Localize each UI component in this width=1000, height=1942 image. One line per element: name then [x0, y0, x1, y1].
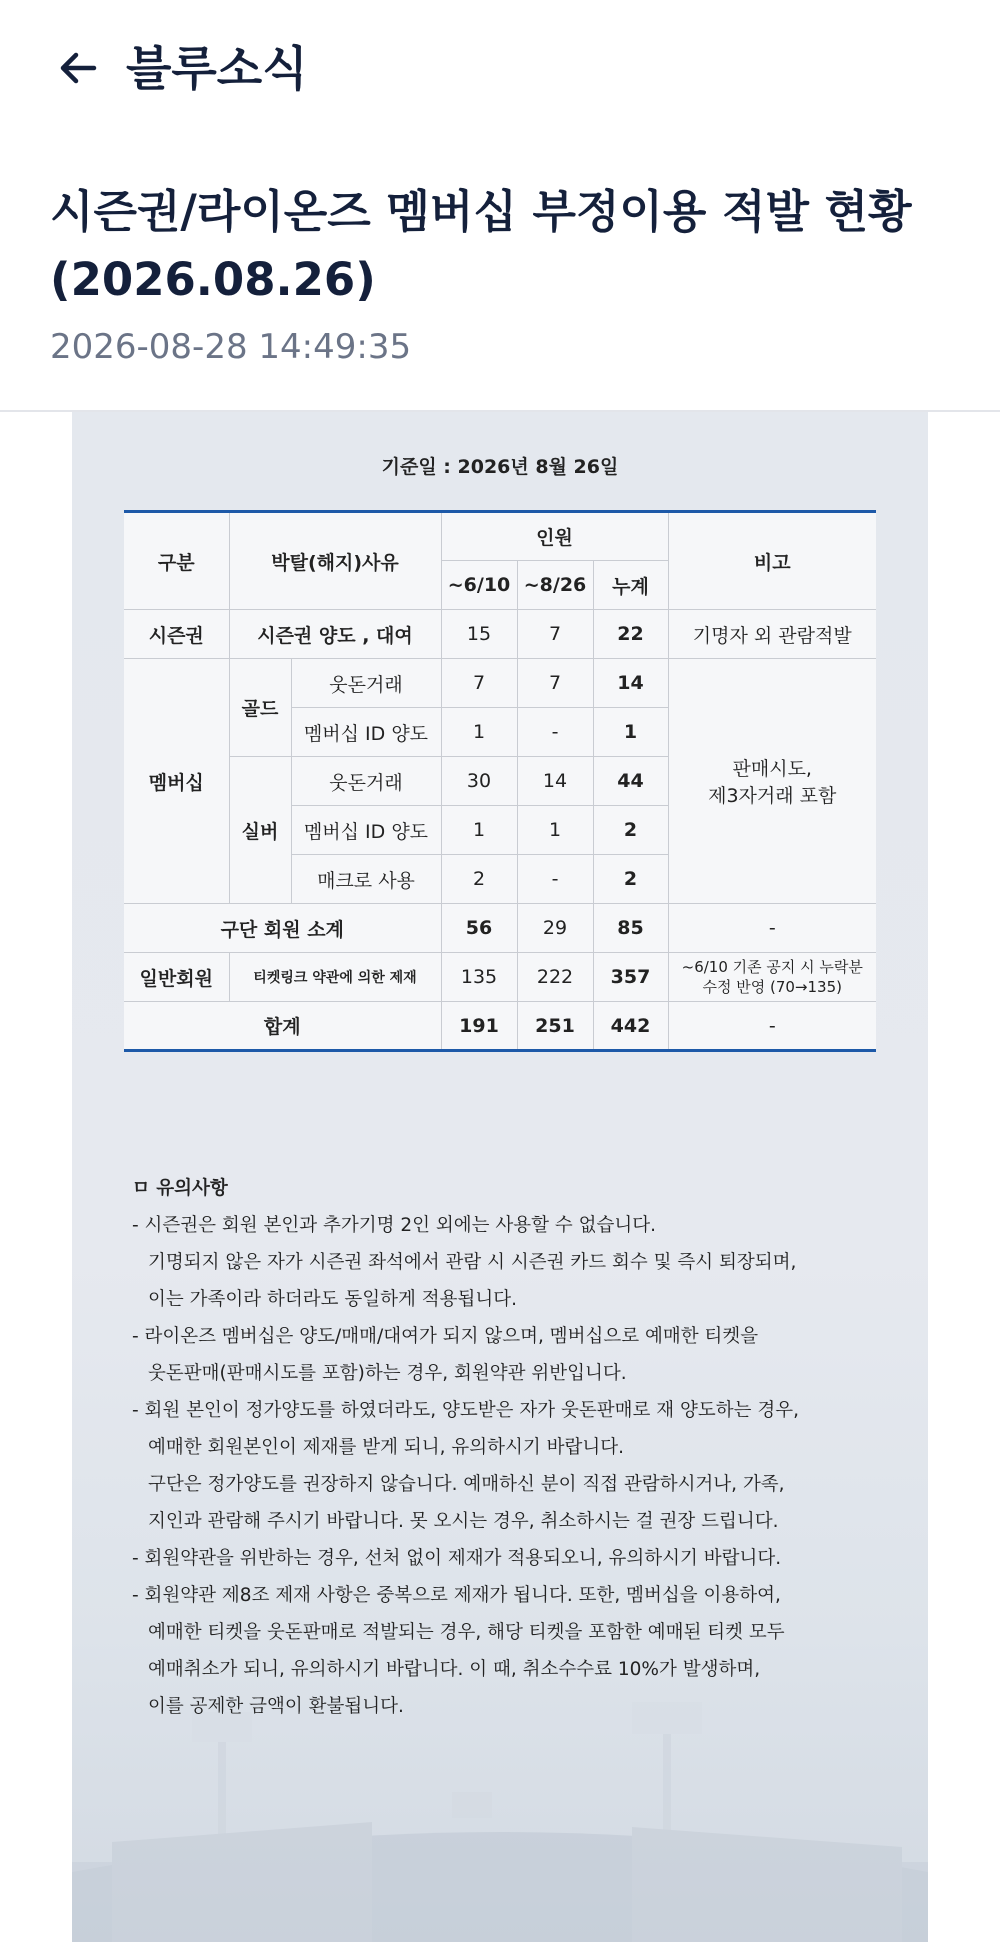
silver-total-2: 2 [593, 806, 668, 855]
grand-total-v1: 191 [441, 1002, 517, 1051]
header-total: 누계 [593, 561, 668, 610]
table-row [124, 953, 876, 1002]
silver-v1-3: 2 [441, 855, 517, 904]
gold-label: 골드 [229, 659, 291, 757]
subtotal-v2: 29 [517, 904, 593, 953]
sanction-stats-table [124, 510, 876, 1052]
table-row [124, 659, 876, 708]
caution-line: - 회원약관 제8조 제재 사항은 중복으로 제재가 됩니다. 또한, 멤버십을 이용하여, [132, 1585, 781, 1606]
subtotal-remark: - [668, 904, 876, 953]
season-v2: 7 [517, 610, 593, 659]
gold-total-2: 1 [593, 708, 668, 757]
subtotal-total: 85 [593, 904, 668, 953]
header-people: 인원 [441, 512, 668, 561]
caution-line: - 회원 본인이 정가양도를 하였더라도, 양도받은 자가 웃돈판매로 재 양도하는 경우, [132, 1400, 799, 1421]
cautions-heading: ㅁ 유의사항 [132, 1178, 228, 1199]
subtotal-v1: 56 [441, 904, 517, 953]
header-col1: ~6/10 [441, 561, 517, 610]
base-date: 기준일 : 2026년 8월 26일 [381, 456, 619, 478]
gold-v1-1: 7 [441, 659, 517, 708]
header-col2: ~8/26 [517, 561, 593, 610]
season-total: 22 [593, 610, 668, 659]
caution-line: 이는 가족이라 하더라도 동일하게 적용됩니다. [148, 1289, 517, 1310]
caution-line: 지인과 관람해 주시기 바랍니다. 못 오시는 경우, 취소하시는 걸 권장 드립니다. [148, 1511, 779, 1532]
silver-v2-2: 1 [517, 806, 593, 855]
silver-v1-2: 1 [441, 806, 517, 855]
general-remark-line2: 수정 반영 (70→135) [702, 978, 842, 996]
gold-v1-2: 1 [441, 708, 517, 757]
membership-remark-line1: 판매시도, [732, 758, 812, 780]
caution-line: - 회원약관을 위반하는 경우, 선처 없이 제재가 적용되오니, 유의하시기 바랍니다. [132, 1548, 782, 1569]
general-category: 일반회원 [124, 953, 229, 1002]
notice-image [72, 412, 928, 1942]
app-bar-title: 블루소식 [126, 42, 308, 97]
silver-reason-1: 웃돈거래 [291, 757, 441, 806]
membership-category: 멤버십 [124, 659, 229, 904]
grand-total-remark: - [668, 1002, 876, 1051]
membership-remark-line2: 제3자거래 포함 [708, 785, 837, 807]
arrow-left-icon [50, 40, 106, 96]
caution-line: - 라이온즈 멤버십은 양도/매매/대여가 되지 않으며, 멤버십으로 예매한 티켓을 [132, 1326, 759, 1347]
header-category: 구분 [124, 512, 229, 610]
caution-line: 기명되지 않은 자가 시즌권 좌석에서 관람 시 시즌권 카드 회수 및 즉시 퇴장되며, [148, 1252, 797, 1273]
caution-line: 예매취소가 되니, 유의하시기 바랍니다. 이 때, 취소수수료 10%가 발생하며, [148, 1659, 761, 1680]
article-date: 2026-08-28 14:49:35 [50, 327, 412, 367]
header-reason: 박탈(해지)사유 [229, 512, 441, 610]
subtotal-label: 구단 회원 소계 [124, 904, 441, 953]
general-remark [668, 953, 876, 1002]
caution-line: 웃돈판매(판매시도를 포함)하는 경우, 회원약관 위반입니다. [148, 1363, 627, 1384]
season-remark: 기명자 외 관람적발 [668, 610, 876, 659]
silver-reason-2: 멤버십 ID 양도 [291, 806, 441, 855]
table-row [124, 610, 876, 659]
general-reason: 티켓링크 약관에 의한 제재 [229, 953, 441, 1002]
silver-reason-3: 매크로 사용 [291, 855, 441, 904]
grand-total-label: 합계 [124, 1002, 441, 1051]
caution-line: 예매한 티켓을 웃돈판매로 적발되는 경우, 해당 티켓을 포함한 예매된 티켓 모두 [148, 1622, 785, 1643]
grand-total-v2: 251 [517, 1002, 593, 1051]
general-v2: 222 [517, 953, 593, 1002]
header-remark: 비고 [668, 512, 876, 610]
gold-reason-2: 멤버십 ID 양도 [291, 708, 441, 757]
season-v1: 15 [441, 610, 517, 659]
silver-v2-1: 14 [517, 757, 593, 806]
article-title: 시즌권/라이온즈 멤버십 부정이용 적발 현황 (2026.08.26) [50, 185, 912, 306]
gold-v2-2: - [517, 708, 593, 757]
cautions [132, 1170, 892, 1725]
table-row [124, 1002, 876, 1051]
app-bar [0, 0, 1000, 140]
season-category: 시즌권 [124, 610, 229, 659]
membership-remark [668, 659, 876, 904]
silver-v2-3: - [517, 855, 593, 904]
gold-total-1: 14 [593, 659, 668, 708]
table-row [124, 904, 876, 953]
caution-line: 예매한 회원본인이 제재를 받게 되니, 유의하시기 바랍니다. [148, 1437, 624, 1458]
gold-reason-1: 웃돈거래 [291, 659, 441, 708]
silver-total-3: 2 [593, 855, 668, 904]
general-total: 357 [593, 953, 668, 1002]
caution-line: 이를 공제한 금액이 환불됩니다. [148, 1696, 404, 1717]
silver-label: 실버 [229, 757, 291, 904]
season-reason: 시즌권 양도 , 대여 [229, 610, 441, 659]
general-remark-line1: ~6/10 기존 공지 시 누락분 [681, 958, 863, 976]
caution-line: 구단은 정가양도를 권장하지 않습니다. 예매하신 분이 직접 관람하시거나, 가족, [148, 1474, 785, 1495]
general-v1: 135 [441, 953, 517, 1002]
silver-v1-1: 30 [441, 757, 517, 806]
caution-line: - 시즌권은 회원 본인과 추가기명 2인 외에는 사용할 수 없습니다. [132, 1215, 657, 1236]
back-button[interactable] [50, 40, 106, 96]
grand-total-total: 442 [593, 1002, 668, 1051]
silver-total-1: 44 [593, 757, 668, 806]
gold-v2-1: 7 [517, 659, 593, 708]
